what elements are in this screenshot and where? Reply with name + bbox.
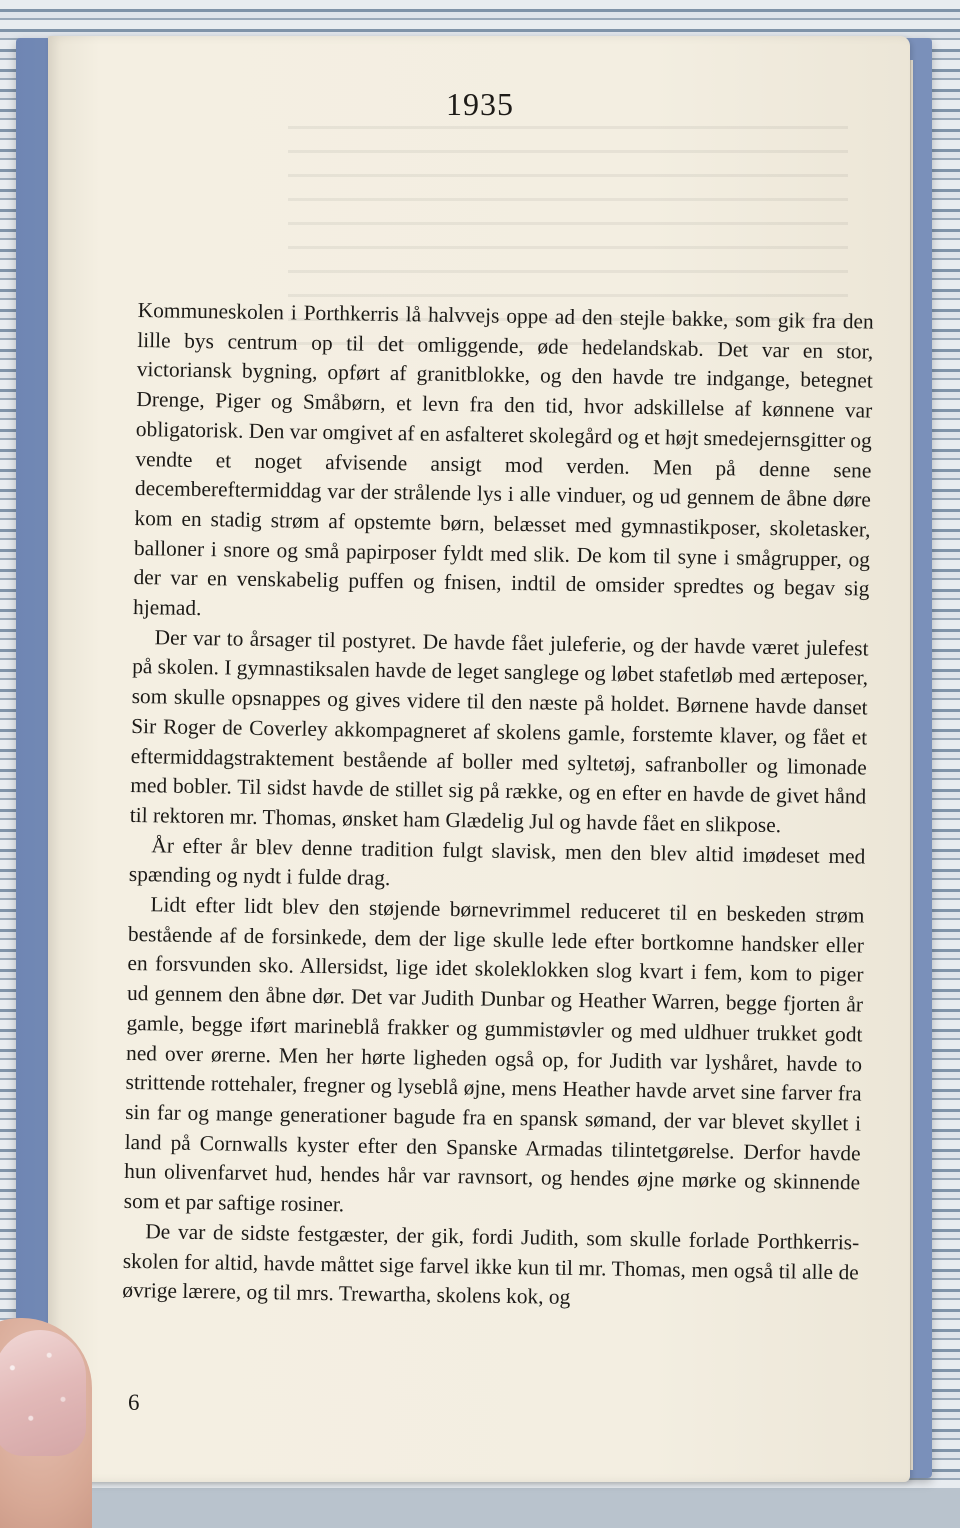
paragraph: Der var to årsager til postyret. De havde fået juleferie, og der havde været julefest på skolen. I gymnastiksalen havde de leget sanglege og løbet stafetløb med ærteposer, som skulle opsnappes og gives videre til den næste på holdet. Børnene havde danset Sir Roger de Coverley akkompagneret af skolens gamle, forstemte klaver, og fået et eftermiddagstraktement bestående af boller med syltetøj, safranboller og limonade med bobler. Til sidst havde de stillet sig på række, og en efter en havde de givet hånd til rektoren mr. Thomas, ønsket ham Glædelig Jul og havde fået en slikpose. (129, 625, 869, 838)
paragraph: De var de sidste festgæster, der gik, fordi Judith, som skulle forlade Porthkerris-skolen for altid, havde måttet sige farvel ikke kun til mr. Thomas, men også til alle de øvrige lærere, og til mrs. Trewartha, skolens kok, og (122, 1219, 860, 1310)
paragraph: Kommuneskolen i Porthkerris lå halvvejs oppe ad den stejle bakke, som gik fra den lille bys centrum op til det omliggende, øde hedelandskab. Det var en stor, victoriansk bygning, opført af granitblokke, og den havde tre indgange, betegnet Drenge, Piger og Småbørn, et levn fra den tid, hvor adskillelse af kønnene var obligatorisk. Den var omgivet af en asfalteret skolegård og et højt smedejernsgitter og vendte et noget afvisende ansigt mod verden. Men på denne sene decembereftermiddag var der strålende lys i alle vinduer, og ud gennem de åbne døre kom en stadig strøm af opstemte børn, belæsset med gymnastikposer, skoletasker, balloner i snore og små papirposer fyldt med slik. De kom til syne i smågrupper, og der var en venskabelig puffen og fnisen, indtil de omsider spredtes og begav sig hjemad. (132, 297, 874, 621)
page-number: 6 (128, 1390, 140, 1415)
paragraph: År efter år blev denne tradition fulgt slavisk, men den blev altid imødeset med spænding og nydt i fulde drag. (128, 832, 866, 891)
page-body-text (122, 296, 874, 1317)
chapter-heading: 1935 (446, 86, 514, 122)
glitter-fingernail (0, 1330, 86, 1456)
paragraph: Lidt efter lidt blev den støjende børnevrimmel reduceret til en beskeden strøm bestående af de forsinkede, dem der lige skulle lede efter bortkomne handsker eller en forsvunden sko. Allersidst, lige idet skoleklokken slog kvart i fem, kom to piger ud gennem den åbne dør. Det var Judith Dunbar og Heather Warren, begge fjorten år gamle, begge iført marineblå frakker og gummistøvler og med uldhuer trukket godt ned over ørerne. Men her hørte ligheden også op, for Judith var lyshåret, havde to strittende rottehaler, fregner og lyseblå øjne, mens Heather havde arvet sine farver fra sin far og mange generationer bagude fra en spansk sømand, der var blevet skyllet i land på Cornwalls kyster efter den Spanske Armadas tilintetgørelse. Derfor havde hun olivenfarvet hud, hendes hår var ravnsort, og hendes øjne mørke og skinnende som et par saftige rosiner. (123, 892, 865, 1217)
